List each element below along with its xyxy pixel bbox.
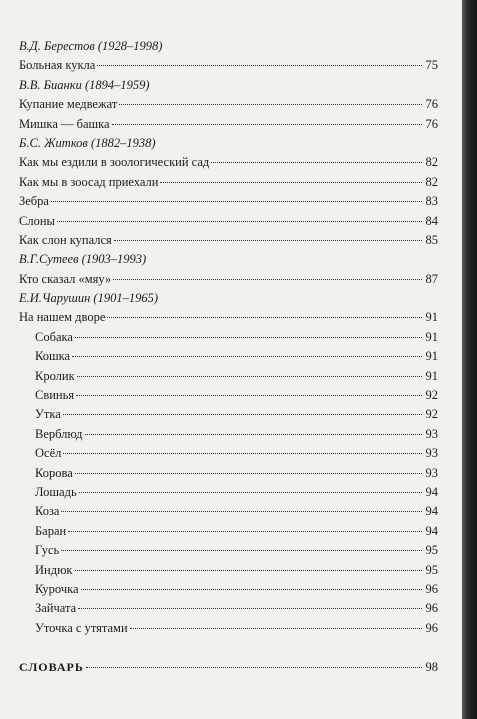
dot-leader [81,589,422,590]
entry-title: Кто сказал «мяу» [19,271,112,286]
page-number: 85 [425,232,438,247]
toc-subentry[interactable] [19,347,438,366]
toc-subentry[interactable] [19,502,438,521]
entry-title: Утка [35,407,61,422]
dot-leader [160,182,422,183]
toc-subentry[interactable] [19,405,438,424]
toc-entry[interactable] [19,173,438,192]
page-number: 96 [425,620,438,635]
dot-leader [75,473,422,474]
entry-title: Как слон купался [19,232,112,247]
entry-title: Кошка [35,349,71,364]
page-number: 94 [425,484,438,499]
dot-leader [113,279,422,280]
toc-subentry[interactable] [19,561,438,580]
entry-title: Лошадь [35,484,77,499]
entry-title: Гусь [35,543,60,558]
page-number: 83 [425,194,438,209]
toc-entry[interactable] [19,115,438,134]
entry-title: Больная кукла [19,58,96,73]
toc-subentry[interactable] [19,483,438,502]
entry-title: Коза [35,504,60,519]
page-number: 94 [425,504,438,519]
dot-leader [85,434,423,435]
entry-title: На нашем дворе [19,310,106,325]
dot-leader [63,453,422,454]
page-number: 98 [425,660,438,675]
author-heading [19,37,438,56]
dot-leader [68,531,422,532]
page-number: 82 [425,155,438,170]
dot-leader [119,104,422,105]
page-number: 93 [425,446,438,461]
toc-subentry[interactable] [19,599,438,618]
entry-title: Баран [35,523,67,538]
dot-leader [61,511,422,512]
entry-title: Мишка — башка [19,116,110,131]
page-number: 75 [425,58,438,73]
section-gap [19,638,438,658]
dot-leader [112,124,422,125]
toc-entry[interactable] [19,192,438,211]
dot-leader [107,317,422,318]
dot-leader [75,337,422,338]
toc-entry[interactable] [19,95,438,114]
book-spine-edge [462,0,477,719]
dot-leader [77,376,422,377]
toc-subentry[interactable] [19,619,438,638]
page-number: 91 [425,368,438,383]
entry-title: Верблюд [35,426,83,441]
page-number: 87 [425,271,438,286]
entry-title: Зебра [19,194,49,209]
page-number: 95 [425,543,438,558]
toc-entry[interactable] [19,308,438,327]
page-number: 91 [425,310,438,325]
entry-title: Слоны [19,213,55,228]
entry-title: Индюк [35,562,73,577]
dot-leader [75,570,423,571]
dot-leader [61,550,422,551]
dot-leader [51,201,422,202]
page-number: 96 [425,601,438,616]
dot-leader [79,492,422,493]
dot-leader [76,395,422,396]
dot-leader [57,221,422,222]
entry-title: Осёл [35,446,62,461]
toc-subentry[interactable] [19,444,438,463]
entry-title: Как мы в зоосад приехали [19,174,159,189]
author-heading [19,134,438,153]
entry-title: Как мы ездили в зоологический сад [19,155,210,170]
toc-entry[interactable] [19,56,438,75]
dot-leader [86,667,422,668]
page-number: 93 [425,465,438,480]
entry-title: Свинья [35,388,75,403]
author-name: В.Г.Сутеев (1903–1993) [19,252,147,267]
page-number: 76 [425,116,438,131]
toc-subentry[interactable] [19,522,438,541]
page-number: 84 [425,213,438,228]
toc-entry[interactable] [19,212,438,231]
toc-entry[interactable] [19,270,438,289]
author-name: В.В. Бианки (1894–1959) [19,77,150,92]
toc-entry[interactable] [19,153,438,172]
dot-leader [97,65,422,66]
entry-title: Курочка [35,581,79,596]
entry-title: Собака [35,329,73,344]
page-number: 92 [425,407,438,422]
toc-subentry[interactable] [19,464,438,483]
toc-subentry[interactable] [19,425,438,444]
author-heading [19,289,438,308]
toc-entry-glossary[interactable] [19,658,438,677]
dot-leader [63,414,422,415]
page-number: 92 [425,388,438,403]
page-number: 82 [425,174,438,189]
page-number: 93 [425,426,438,441]
entry-title: СЛОВАРЬ [19,660,84,675]
page-number: 76 [425,97,438,112]
toc-subentry[interactable] [19,580,438,599]
dot-leader [72,356,422,357]
toc-subentry[interactable] [19,541,438,560]
page-number: 96 [425,581,438,596]
author-heading [19,76,438,95]
page-number: 91 [425,329,438,344]
toc-subentry[interactable] [19,386,438,405]
author-name: Е.И.Чарушин (1901–1965) [19,291,158,306]
dot-leader [78,608,422,609]
entry-title: Кролик [35,368,75,383]
page-number: 94 [425,523,438,538]
dot-leader [130,628,422,629]
page-number: 95 [425,562,438,577]
author-name: Б.С. Житков (1882–1938) [19,135,156,150]
dot-leader [114,240,422,241]
toc-entry[interactable] [19,231,438,250]
author-heading [19,250,438,269]
author-name: В.Д. Берестов (1928–1998) [19,39,163,53]
entry-title: Корова [35,465,73,480]
table-of-contents [19,37,438,678]
entry-title: Уточка с утятами [35,620,128,635]
dot-leader [211,162,422,163]
page-number: 91 [425,349,438,364]
toc-subentry[interactable] [19,328,438,347]
toc-subentry[interactable] [19,367,438,386]
entry-title: Зайчата [35,601,77,616]
entry-title: Купание медвежат [19,97,118,112]
